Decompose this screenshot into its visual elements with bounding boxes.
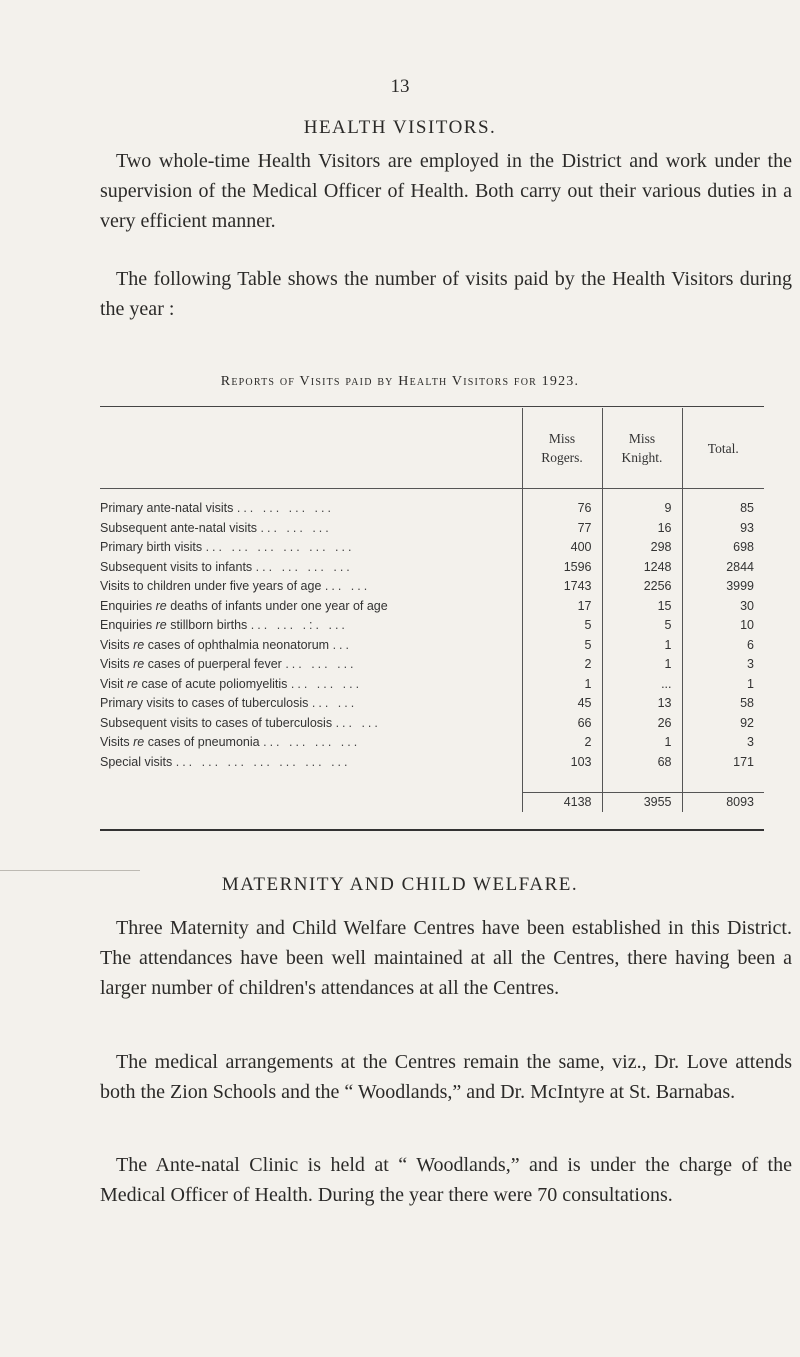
row-label-text: Enquiries re stillborn births <box>100 618 248 632</box>
section-title-health-visitors: HEALTH VISITORS. <box>303 117 497 138</box>
row-leader-dots: ... ... ... ... <box>255 559 353 574</box>
paragraph-medical-arrangements: The medical arrangements at the Centres remain the same, viz., Dr. Love attends both the Zion Schools and the “ Woodlands,” and Dr. McIntyre at St. Barnabas. <box>100 1051 792 1103</box>
row-label <box>100 714 522 734</box>
header-knight-line1: Miss <box>628 431 656 446</box>
cell-rogers: 1596 <box>522 558 602 578</box>
totals-row <box>100 792 764 812</box>
cell-knight: 5 <box>602 616 682 636</box>
row-label <box>100 577 522 597</box>
cell-knight: 1 <box>602 636 682 656</box>
cell-rogers: 5 <box>522 636 602 656</box>
cell-rogers: 76 <box>522 499 602 519</box>
cell-knight: 1248 <box>602 558 682 578</box>
table-row <box>100 753 764 773</box>
table-row <box>100 655 764 675</box>
row-label-text: Visits re cases of pneumonia <box>100 735 260 749</box>
cell-total: 3 <box>682 655 764 675</box>
cell-rogers: 400 <box>522 538 602 558</box>
totals-label-blank <box>100 792 522 812</box>
row-leader-dots: ... ... ... <box>260 520 332 535</box>
row-leader-dots: ... <box>332 637 352 652</box>
cell-rogers: 45 <box>522 694 602 714</box>
cell-total: 3999 <box>682 577 764 597</box>
cell-rogers: 77 <box>522 519 602 539</box>
row-label-text: Subsequent ante-natal visits <box>100 520 258 535</box>
cell-total: 58 <box>682 694 764 714</box>
table-header-row <box>100 408 764 489</box>
header-knight-line2: Knight. <box>621 450 663 465</box>
margin-mark <box>0 870 140 871</box>
table-row <box>100 636 764 656</box>
row-label <box>100 655 522 675</box>
table-row <box>100 616 764 636</box>
header-miss-rogers <box>522 408 602 489</box>
cell-rogers: 5 <box>522 616 602 636</box>
cell-total: 85 <box>682 499 764 519</box>
row-leader-dots: ... ... ... ... <box>236 501 334 515</box>
total-grand: 8093 <box>682 792 764 812</box>
row-label-text: Visits re cases of ophthalmia neonatorum <box>100 637 330 652</box>
paragraph-health-visitors-intro: Two whole-time Health Visitors are employed in the District and work under the supervision of the Medical Officer of Health. Both carry out their various duties in a very efficient manner. <box>100 150 792 232</box>
cell-rogers: 103 <box>522 753 602 773</box>
visits-table-container <box>100 408 764 831</box>
row-label-text: Primary ante-natal visits <box>100 501 234 515</box>
cell-total: 6 <box>682 636 764 656</box>
cell-total: 10 <box>682 616 764 636</box>
row-label <box>100 519 522 539</box>
table-bottom-rule <box>100 829 764 831</box>
cell-total: 1 <box>682 675 764 695</box>
cell-knight: 68 <box>602 753 682 773</box>
table-row <box>100 694 764 714</box>
cell-knight: 298 <box>602 538 682 558</box>
cell-total: 2844 <box>682 558 764 578</box>
row-label <box>100 616 522 636</box>
table-caption: Reports of Visits paid by Health Visitors for 1923. <box>220 374 580 389</box>
cell-rogers: 17 <box>522 597 602 617</box>
row-leader-dots: ... ... ... ... ... ... ... <box>175 754 351 769</box>
header-rogers-line1: Miss <box>548 431 576 446</box>
header-total-label: Total. <box>707 440 739 456</box>
row-leader-dots: ... ... <box>311 696 358 710</box>
cell-knight: 2256 <box>602 577 682 597</box>
cell-rogers: 2 <box>522 733 602 753</box>
table-row <box>100 538 764 558</box>
header-miss-knight <box>602 408 682 489</box>
table-row <box>100 714 764 734</box>
cell-knight: ... <box>602 675 682 695</box>
cell-total: 30 <box>682 597 764 617</box>
page-number: 13 <box>390 76 410 97</box>
row-label <box>100 694 522 714</box>
row-label <box>100 636 522 656</box>
cell-knight: 1 <box>602 733 682 753</box>
cell-knight: 13 <box>602 694 682 714</box>
row-label-text: Subsequent visits to cases of tuberculosis <box>100 715 333 730</box>
section-title-maternity: MATERNITY AND CHILD WELFARE. <box>221 874 579 895</box>
table-row <box>100 733 764 753</box>
paragraph-table-intro: The following Table shows the number of visits paid by the Health Visitors during the year : <box>100 268 792 320</box>
cell-knight: 1 <box>602 655 682 675</box>
row-label <box>100 499 522 519</box>
cell-rogers: 66 <box>522 714 602 734</box>
row-label-text: Enquiries re deaths of infants under one year of age <box>100 598 388 613</box>
row-label-text: Primary birth visits <box>100 540 203 554</box>
row-label <box>100 733 522 753</box>
header-blank <box>100 408 522 489</box>
cell-total: 92 <box>682 714 764 734</box>
row-leader-dots: ... ... <box>324 579 371 593</box>
cell-knight: 16 <box>602 519 682 539</box>
row-leader-dots: ... ... ... <box>290 676 363 691</box>
cell-rogers: 2 <box>522 655 602 675</box>
row-label-text: Primary visits to cases of tuberculosis <box>100 696 309 710</box>
table-row <box>100 675 764 695</box>
row-leader-dots: ... ... ... ... <box>263 735 361 749</box>
table-row <box>100 597 764 617</box>
total-rogers: 4138 <box>522 792 602 812</box>
table-row <box>100 519 764 539</box>
row-leader-dots: ... ... ... ... ... ... <box>205 540 355 554</box>
header-rogers-line2: Rogers. <box>541 450 583 465</box>
paragraph-maternity-centres: Three Maternity and Child Welfare Centres have been established in this District. The attendances have been well maintained at all the Centres, there having been a larger number of children's attendances at all the Centres. <box>100 917 792 999</box>
table-row <box>100 499 764 519</box>
row-label-text: Visits re cases of puerperal fever <box>100 657 282 671</box>
row-label-text: Special visits <box>100 754 173 769</box>
total-knight: 3955 <box>602 792 682 812</box>
row-label-text: Visits to children under five years of age <box>100 579 322 593</box>
row-leader-dots: ... ... .:. ... <box>250 618 348 632</box>
row-label-text: Visit re case of acute poliomyelitis <box>100 676 288 691</box>
header-total <box>682 408 764 489</box>
row-label <box>100 558 522 578</box>
cell-total: 171 <box>682 753 764 773</box>
row-label <box>100 538 522 558</box>
cell-knight: 15 <box>602 597 682 617</box>
row-leader-dots: ... ... <box>335 715 381 730</box>
paragraph-antenatal-clinic: The Ante-natal Clinic is held at “ Woodlands,” and is under the charge of the Medical Officer of Health. During the year there were 70 consultations. <box>100 1154 792 1206</box>
cell-total: 698 <box>682 538 764 558</box>
row-leader-dots: ... ... ... <box>285 657 357 671</box>
cell-knight: 9 <box>602 499 682 519</box>
cell-rogers: 1743 <box>522 577 602 597</box>
row-label <box>100 597 522 617</box>
table-row <box>100 577 764 597</box>
cell-knight: 26 <box>602 714 682 734</box>
table-row <box>100 558 764 578</box>
row-label-text: Subsequent visits to infants <box>100 559 253 574</box>
row-label <box>100 675 522 695</box>
row-label <box>100 753 522 773</box>
cell-rogers: 1 <box>522 675 602 695</box>
visits-table <box>100 408 764 812</box>
table-top-rule <box>100 406 764 407</box>
cell-total: 93 <box>682 519 764 539</box>
cell-total: 3 <box>682 733 764 753</box>
